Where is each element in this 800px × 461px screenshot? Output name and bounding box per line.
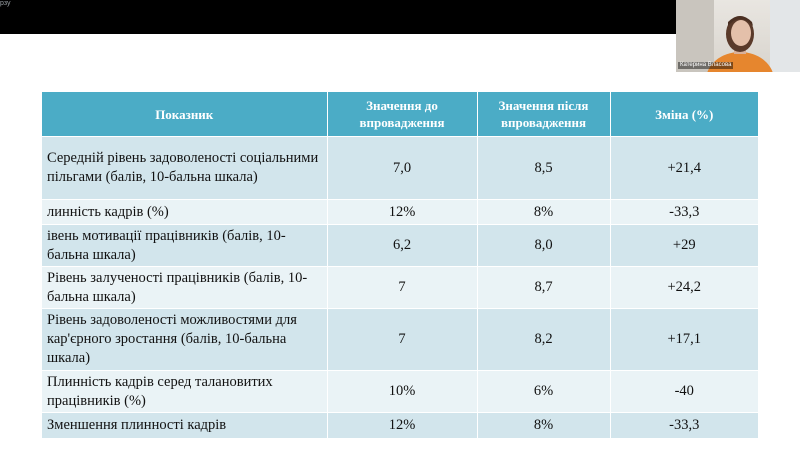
header-indicator: Показник bbox=[42, 92, 327, 137]
participant-name-label: Катерина Власова bbox=[680, 62, 732, 68]
cell-change: -33,3 bbox=[610, 200, 758, 225]
cell-after: 8,0 bbox=[477, 225, 610, 267]
cell-indicator: Зменшення плинності кадрів bbox=[42, 413, 327, 438]
cell-before: 12% bbox=[327, 413, 477, 438]
cell-after: 8% bbox=[477, 413, 610, 438]
table-row bbox=[42, 309, 758, 371]
cell-after: 8% bbox=[477, 200, 610, 225]
cell-after: 8,5 bbox=[477, 137, 610, 200]
cell-indicator: Рівень залученості працівників (балів, 10-бальна шкала) bbox=[42, 267, 327, 309]
cell-before: 6,2 bbox=[327, 225, 477, 267]
cell-change: +29 bbox=[610, 225, 758, 267]
cell-change: +24,2 bbox=[610, 267, 758, 309]
cell-after: 8,2 bbox=[477, 309, 610, 371]
cell-change: -33,3 bbox=[610, 413, 758, 438]
cell-change: +21,4 bbox=[610, 137, 758, 200]
results-table bbox=[42, 92, 758, 438]
cell-indicator: Рівень задоволеності можливостями для кар'єрного зростання (балів, 10-бальна шкала) bbox=[42, 309, 327, 371]
cell-before: 12% bbox=[327, 200, 477, 225]
cell-change: +17,1 bbox=[610, 309, 758, 371]
table-row bbox=[42, 413, 758, 438]
cell-before: 7 bbox=[327, 267, 477, 309]
table-row bbox=[42, 371, 758, 413]
table-row bbox=[42, 267, 758, 309]
cell-indicator: линність кадрів (%) bbox=[42, 200, 327, 225]
top-bar-caption: рзу bbox=[0, 0, 11, 7]
cell-after: 6% bbox=[477, 371, 610, 413]
cell-change: -40 bbox=[610, 371, 758, 413]
header-after: Значення після впровадження bbox=[477, 92, 610, 137]
cell-before: 7 bbox=[327, 309, 477, 371]
cell-indicator: івень мотивації працівників (балів, 10-бальна шкала) bbox=[42, 225, 327, 267]
cell-before: 10% bbox=[327, 371, 477, 413]
header-change: Зміна (%) bbox=[610, 92, 758, 137]
cell-after: 8,7 bbox=[477, 267, 610, 309]
table-row bbox=[42, 200, 758, 225]
participant-video-tile[interactable] bbox=[676, 0, 800, 72]
header-before: Значення до впровадження bbox=[327, 92, 477, 137]
cell-indicator: Плинність кадрів серед талановитих працівників (%) bbox=[42, 371, 327, 413]
cell-indicator: Середній рівень задоволеності соціальними пільгами (балів, 10-бальна шкала) bbox=[42, 137, 327, 200]
table-header-row bbox=[42, 92, 758, 137]
cell-before: 7,0 bbox=[327, 137, 477, 200]
table-row bbox=[42, 225, 758, 267]
table-row bbox=[42, 137, 758, 200]
